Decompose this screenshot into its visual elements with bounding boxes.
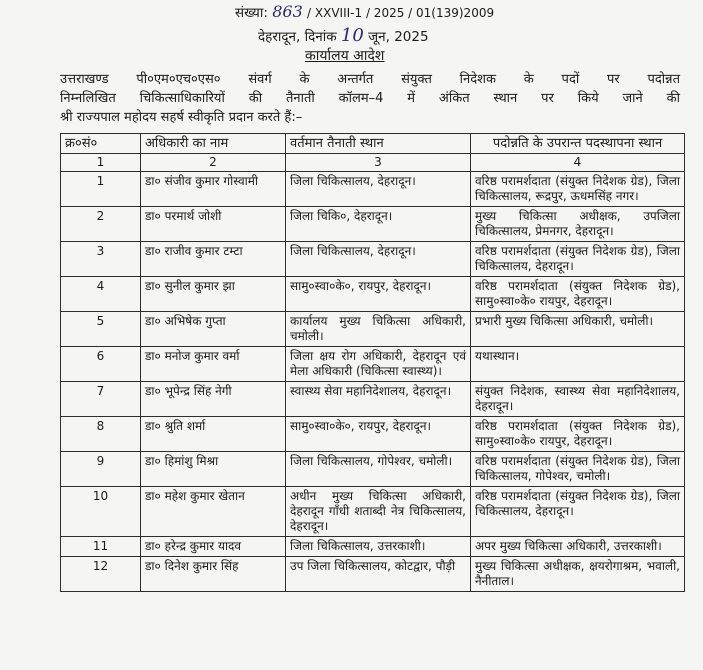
body-line-2: निम्नलिखित चिकित्साधिकारियों की तैनाती कॉलम–4 में अंकित स्थान पर किये जाने की	[60, 91, 680, 106]
table-header-row	[61, 134, 685, 154]
current-posting-cell: अधीन मुख्य चिकित्सा अधिकारी, देहरादून गाँधी शताब्दी नेत्र चिकित्सालय, देहरादून।	[286, 487, 471, 537]
current-posting-cell: जिला चिकित्सालय, गोपेश्वर, चमोली।	[286, 452, 471, 487]
new-posting-cell: वरिष्ठ परामर्शदाता (संयुक्त निदेशक ग्रेड), जिला चिकित्सालय, रूद्रपुर, ऊधमसिंह नगर।	[471, 172, 685, 207]
table-row	[61, 382, 685, 417]
new-posting-cell: प्रभारी मुख्य चिकित्सा अधिकारी, चमोली।	[471, 312, 685, 347]
officer-name-cell: डा० भूपेन्द्र सिंह नेगी	[141, 382, 286, 417]
officer-name-cell: डा० महेश कुमार खेतान	[141, 487, 286, 537]
table-row	[61, 312, 685, 347]
officer-name-cell: डा० अभिषेक गुप्ता	[141, 312, 286, 347]
header-serial: क्र०सं०	[61, 134, 141, 154]
reference-line	[235, 2, 494, 21]
office-order-title: कार्यालय आदेश	[305, 48, 385, 64]
place-label: देहरादून, दिनांक	[258, 29, 337, 45]
table-row	[61, 537, 685, 557]
officer-name-cell: डा० सुनील कुमार झा	[141, 277, 286, 312]
officer-name-cell: डा० हिमांशु मिश्रा	[141, 452, 286, 487]
table-row	[61, 172, 685, 207]
current-posting-cell: स्वास्थ्य सेवा महानिदेशालय, देहरादून।	[286, 382, 471, 417]
officer-name-cell: डा० मनोज कुमार वर्मा	[141, 347, 286, 382]
officer-name-cell: डा० हरेन्द्र कुमार यादव	[141, 537, 286, 557]
serial-cell: 7	[61, 382, 141, 417]
column-number: 1	[61, 154, 141, 172]
serial-cell: 12	[61, 557, 141, 592]
serial-cell: 2	[61, 207, 141, 242]
officer-name-cell: डा० परमार्थ जोशी	[141, 207, 286, 242]
new-posting-cell: मुख्य चिकित्सा अधीक्षक, उपजिला चिकित्सालय, प्रेमनगर, देहरादून।	[471, 207, 685, 242]
table-row	[61, 207, 685, 242]
current-posting-cell: जिला चिकित्सालय, देहरादून।	[286, 172, 471, 207]
new-posting-cell: वरिष्ठ परामर्शदाता (संयुक्त निदेशक ग्रेड), जिला चिकित्सालय, गोपेश्वर, चमोली।	[471, 452, 685, 487]
table-row	[61, 487, 685, 537]
column-number: 2	[141, 154, 286, 172]
date-line	[258, 25, 429, 46]
officer-name-cell: डा० राजीव कुमार टम्टा	[141, 242, 286, 277]
new-posting-cell: यथास्थान।	[471, 347, 685, 382]
serial-cell: 5	[61, 312, 141, 347]
posting-table	[60, 133, 685, 592]
serial-cell: 10	[61, 487, 141, 537]
new-posting-cell: मुख्य चिकित्सा अधीक्षक, क्षयरोगाश्रम, भवाली, नैनीताल।	[471, 557, 685, 592]
new-posting-cell: संयुक्त निदेशक, स्वास्थ्य सेवा महानिदेशालय, देहरादून।	[471, 382, 685, 417]
new-posting-cell: वरिष्ठ परामर्शदाता (संयुक्त निदेशक ग्रेड), जिला चिकित्सालय, देहरादून।	[471, 487, 685, 537]
ref-number: / XXVIII-1 / 2025 / 01(139)2009	[307, 6, 495, 20]
header-new-posting: पदोन्नति के उपरान्त पदस्थापना स्थान	[471, 134, 685, 154]
current-posting-cell: सामु०स्वा०के०, रायपुर, देहरादून।	[286, 277, 471, 312]
table-row	[61, 417, 685, 452]
ref-handwritten-number: 863	[272, 2, 303, 21]
serial-cell: 9	[61, 452, 141, 487]
serial-cell: 8	[61, 417, 141, 452]
header-officer-name: अधिकारी का नाम	[141, 134, 286, 154]
ref-label: संख्या:	[235, 5, 268, 21]
new-posting-cell: वरिष्ठ परामर्शदाता (संयुक्त निदेशक ग्रेड), सामु०स्वा०के० रायपुर, देहरादून।	[471, 417, 685, 452]
serial-cell: 11	[61, 537, 141, 557]
officer-name-cell: डा० श्रुति शर्मा	[141, 417, 286, 452]
serial-cell: 3	[61, 242, 141, 277]
current-posting-cell: जिला चिकित्सालय, उत्तरकाशी।	[286, 537, 471, 557]
current-posting-cell: उप जिला चिकित्सालय, कोटद्वार, पौड़ी	[286, 557, 471, 592]
current-posting-cell: जिला क्षय रोग अधिकारी, देहरादून एवं मेला अधिकारी (चिकित्सा स्वास्थ्य)।	[286, 347, 471, 382]
header-current-posting: वर्तमान तैनाती स्थान	[286, 134, 471, 154]
serial-cell: 4	[61, 277, 141, 312]
table-row	[61, 452, 685, 487]
column-number: 3	[286, 154, 471, 172]
table-row	[61, 242, 685, 277]
officer-name-cell: डा० दिनेश कुमार सिंह	[141, 557, 286, 592]
body-line-1: उत्तराखण्ड पी०एम०एच०एस० संवर्ग के अन्तर्गत संयुक्त निदेशक के पदों पर पदोन्नत	[60, 72, 680, 87]
body-line-3: श्री राज्यपाल महोदय सहर्ष स्वीकृति प्रदान करते हैं:–	[60, 110, 303, 125]
current-posting-cell: जिला चिकि०, देहरादून।	[286, 207, 471, 242]
table-row	[61, 557, 685, 592]
column-number: 4	[471, 154, 685, 172]
current-posting-cell: सामु०स्वा०के०, रायपुर, देहरादून।	[286, 417, 471, 452]
current-posting-cell: जिला चिकित्सालय, देहरादून।	[286, 242, 471, 277]
current-posting-cell: कार्यालय मुख्य चिकित्सा अधिकारी, चमोली।	[286, 312, 471, 347]
serial-cell: 1	[61, 172, 141, 207]
new-posting-cell: वरिष्ठ परामर्शदाता (संयुक्त निदेशक ग्रेड), सामु०स्वा०के० रायपुर, देहरादून।	[471, 277, 685, 312]
table-row	[61, 347, 685, 382]
serial-cell: 6	[61, 347, 141, 382]
column-number-row	[61, 154, 685, 172]
month-year: जून, 2025	[368, 29, 429, 45]
new-posting-cell: वरिष्ठ परामर्शदाता (संयुक्त निदेशक ग्रेड), जिला चिकित्सालय, देहरादून।	[471, 242, 685, 277]
date-handwritten: 10	[340, 25, 364, 46]
table-row	[61, 277, 685, 312]
new-posting-cell: अपर मुख्य चिकित्सा अधिकारी, उत्तरकाशी।	[471, 537, 685, 557]
officer-name-cell: डा० संजीव कुमार गोस्वामी	[141, 172, 286, 207]
